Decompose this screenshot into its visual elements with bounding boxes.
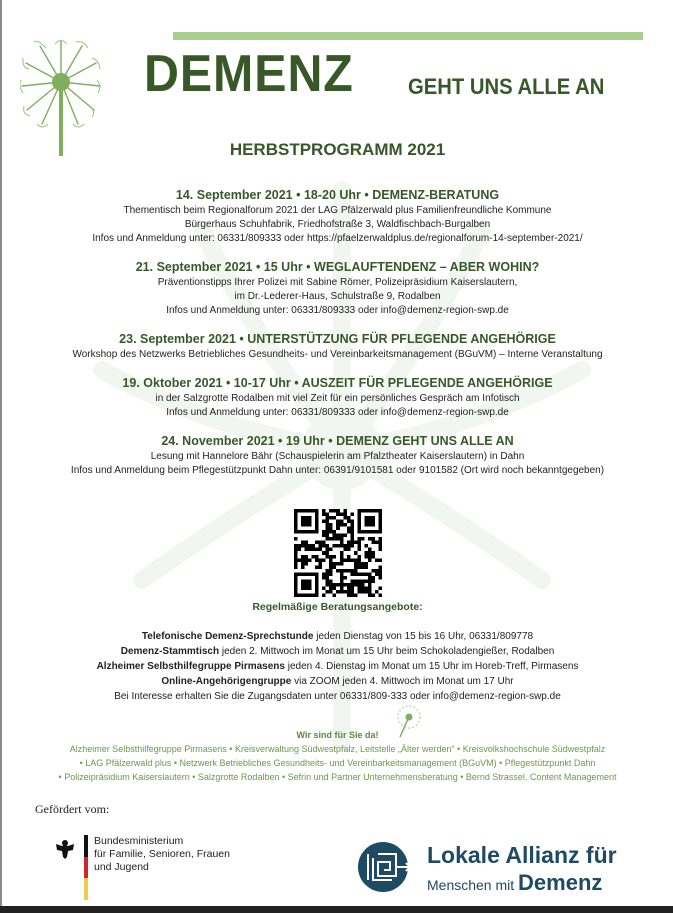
offer-title: Online-Angehörigengruppe xyxy=(161,676,292,687)
ministry-line: Bundesministerium xyxy=(94,835,184,847)
offer-detail: jeden 2. Mittwoch im Monat um 15 Uhr beim Schokoladengießer, Rodalben xyxy=(219,646,555,657)
event-heading: 14. September 2021 • 18-20 Uhr • DEMENZ-BERATUNG xyxy=(175,188,500,202)
alliance-subtitle xyxy=(427,870,602,896)
event-detail: Thementisch beim Regionalforum 2021 der LAG Pfälzerwald plus Familienfreundliche Kommune xyxy=(123,205,552,216)
offer-detail: jeden 4. Dienstag im Monat um 15 Uhr im Horeb-Treff, Pirmasens xyxy=(284,661,579,672)
offer-title: Telefonische Demenz-Sprechstunde xyxy=(141,631,314,642)
header-accent-bar xyxy=(173,32,643,40)
german-flag-bar xyxy=(84,835,88,900)
event-heading: 19. Oktober 2021 • 10-17 Uhr • AUSZEIT FÜR PFLEGENDE ANGEHÖRIGE xyxy=(122,376,553,390)
offer-detail: jeden Dienstag von 15 bis 16 Uhr, 06331/809778 xyxy=(313,631,534,642)
event-link[interactable]: Infos und Anmeldung unter: 06331/809333 oder https://pfaelzerwaldplus.de/regionalforum-14-september-2021/ xyxy=(92,233,583,244)
alliance-subtitle-small: Menschen mit xyxy=(427,877,519,893)
offer-item xyxy=(2,659,673,674)
offer-item xyxy=(2,674,673,689)
offer-item xyxy=(2,644,673,659)
alliance-title: Lokale Allianz für xyxy=(427,842,617,868)
event-detail: Bürgerhaus Schuhfabrik, Friedhofstraße 3, Waldfischbach-Burgalben xyxy=(184,219,491,230)
title-tagline: GEHT UNS ALLE AN xyxy=(408,74,605,99)
ministry-line: für Familie, Senioren, Frauen xyxy=(94,848,230,860)
event-item xyxy=(2,330,673,362)
event-heading: 24. November 2021 • 19 Uhr • DEMENZ GEHT UNS ALLE AN xyxy=(161,434,514,448)
event-item xyxy=(2,374,673,420)
alliance-subtitle-big: Demenz xyxy=(518,870,603,895)
ministry-name xyxy=(94,835,230,874)
dandelion-logo-icon xyxy=(20,38,102,156)
page-bottom-edge xyxy=(0,906,673,913)
partners-list xyxy=(2,742,673,784)
offer-detail: via ZOOM jeden 4. Mittwoch im Monat um 17 Uhr xyxy=(291,676,514,687)
event-heading: 23. September 2021 • UNTERSTÜTZUNG FÜR PFLEGENDE ANGEHÖRIGE xyxy=(119,332,556,346)
event-item xyxy=(2,258,673,318)
regular-offers-heading: Regelmäßige Beratungsangebote: xyxy=(252,601,423,613)
event-item xyxy=(2,186,673,246)
alliance-logo xyxy=(358,838,658,898)
partners-line: • Polizeipräsidium Kaiserslautern • Salzgrotte Rodalben • Sefrin und Partner Unternehmensberatung • Bernd Strassel, Content Management xyxy=(58,772,617,782)
event-item xyxy=(2,432,673,478)
event-heading: 21. September 2021 • 15 Uhr • WEGLAUFTENDENZ – ABER WOHIN? xyxy=(135,260,540,274)
event-contact: Infos und Anmeldung unter: 06331/809333 oder info@demenz-region-swp.de xyxy=(166,407,509,418)
partners-heading: Wir sind für Sie da! xyxy=(296,730,379,740)
offer-title: Alzheimer Selbsthilfegruppe Pirmasens xyxy=(96,661,285,672)
event-detail: in der Salzgrotte Rodalben mit viel Zeit für ein persönliches Gespräch am Infotisch xyxy=(155,393,520,404)
partners-line: • LAG Pfälzerwald plus • Netzwerk Betriebliches Gesundheits- und Vereinbarkeitsmanagement (BGuVM) • Pflegestützpunkt Dahn xyxy=(79,758,596,768)
event-detail: Präventionstipps Ihrer Polizei mit Sabine Römer, Polizeipräsidium Kaiserslautern, xyxy=(157,277,518,288)
program-subtitle: HERBSTPROGRAMM 2021 xyxy=(229,140,446,159)
event-detail: Lesung mit Hannelore Bähr (Schauspielerin am Pfalztheater Kaiserslautern) in Dahn xyxy=(150,451,525,462)
funded-by-label: Gefördert vom: xyxy=(35,802,110,816)
offer-item xyxy=(2,689,673,704)
offer-detail: Bei Interesse erhalten Sie die Zugangsdaten unter 06331/809-333 oder info@demenz-region-swp.de xyxy=(114,691,561,702)
qr-code-icon[interactable] xyxy=(294,509,382,597)
federal-eagle-icon xyxy=(54,838,76,860)
ministry-line: und Jugend xyxy=(94,861,149,873)
ministry-logo xyxy=(54,832,254,902)
event-detail: im Dr.-Lederer-Haus, Schulstraße 9, Rodalben xyxy=(234,291,441,302)
event-contact: Infos und Anmeldung beim Pflegestützpunkt Dahn unter: 06391/9101581 oder 9101582 (Ort wird noch bekanntgegeben) xyxy=(70,465,605,476)
event-detail: Workshop des Netzwerks Betriebliches Gesundheits- und Vereinbarkeitsmanagement (BGuVM) – Interne Veranstaltung xyxy=(72,349,603,360)
events-list xyxy=(2,186,673,490)
title-demenz: DEMENZ xyxy=(144,45,354,103)
partners-line: Alzheimer Selbsthilfegruppe Pirmasens • Kreisverwaltung Südwestpfalz, Leitstelle „Älter werden“ • Kreisvolkshochschule Südwestpfalz xyxy=(69,744,606,754)
offer-item xyxy=(2,629,673,644)
regular-offers-list xyxy=(2,629,673,704)
offer-title: Demenz-Stammtisch xyxy=(120,646,220,657)
maze-arrow-icon xyxy=(358,840,412,894)
event-contact: Infos und Anmeldung unter: 06331/809333 oder info@demenz-region-swp.de xyxy=(166,305,509,316)
